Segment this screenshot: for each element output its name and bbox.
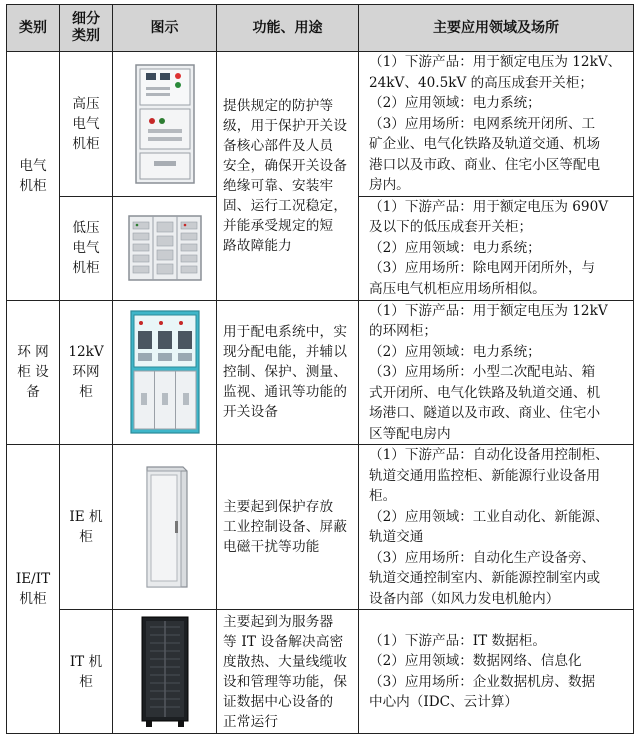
app-text: （1）下游产品：IT 数据柜。 xyxy=(369,632,546,649)
subcategory-text: 电气 xyxy=(72,240,100,256)
app-text: 高压电气机柜应用场所相似。 xyxy=(369,280,546,297)
image-cell xyxy=(113,52,217,197)
ie-cabinet-image xyxy=(139,463,191,591)
applications-cell xyxy=(359,610,634,734)
subcategory-text: 柜 xyxy=(79,384,93,401)
function-cell xyxy=(217,300,359,445)
app-text: （1）下游产品：自动化设备用控制柜、 xyxy=(369,447,609,463)
subcategory-cell xyxy=(60,196,113,300)
function-text: 级，用于保护开关设 xyxy=(223,117,348,134)
app-text: （3）应用场所：小型二次配电站、箱 xyxy=(369,364,596,380)
subcategory-text: IE 机 xyxy=(69,509,103,525)
header-function: 功能、用途 xyxy=(217,5,359,52)
app-text: 轨道交通 xyxy=(369,529,424,545)
function-text: 提供规定的防护等 xyxy=(223,97,334,114)
table-row xyxy=(7,300,634,445)
function-cell xyxy=(217,52,359,301)
app-text: 区等配电房内 xyxy=(369,425,451,442)
function-text: 开关设备 xyxy=(223,404,279,421)
it-server-rack-image xyxy=(136,615,194,729)
app-text: 轨道交通控制室内、新能源控制室内或 xyxy=(369,570,601,586)
function-text: 电磁干扰等功能 xyxy=(223,539,320,555)
category-text: 电气 xyxy=(19,157,47,174)
app-text: 设备内部（如风力发电机舱内） xyxy=(369,590,560,607)
app-text: （1）下游产品：用于额定电压为 690V xyxy=(369,198,609,215)
image-cell xyxy=(113,300,217,445)
applications-cell xyxy=(359,52,634,197)
subcategory-text: 环网 xyxy=(72,364,100,381)
function-cell xyxy=(217,610,359,734)
subcategory-text: 柜 xyxy=(79,529,93,545)
app-text: 柜。 xyxy=(369,488,397,504)
category-text: IE/IT xyxy=(15,571,51,587)
app-text: （3）应用场所：自动化生产设备旁、 xyxy=(369,549,596,566)
image-cell xyxy=(113,610,217,734)
function-text: 控制、保护、测量、 xyxy=(223,364,348,381)
category-cell xyxy=(7,52,60,301)
subcategory-text: 12kV xyxy=(68,344,104,361)
app-text: （2）应用领域：工业自动化、新能源、 xyxy=(369,508,609,525)
app-text: （1）下游产品：用于额定电压为 12kV xyxy=(369,302,608,319)
applications-cell xyxy=(359,196,634,300)
function-text: 安全，确保开关设备 xyxy=(223,157,348,174)
app-text: 的环网柜； xyxy=(369,323,437,339)
function-text: 绝缘可靠、安装牢 xyxy=(223,177,334,194)
subcategory-text: 柜 xyxy=(79,673,93,690)
app-text: 及以下的低压成套开关柜； xyxy=(369,219,533,236)
applications-cell xyxy=(359,445,634,610)
function-text: 现分配电能，并辅以 xyxy=(223,344,348,361)
function-text: 设和管理等功能，保 xyxy=(223,673,348,690)
image-cell xyxy=(113,196,217,300)
category-cell xyxy=(7,445,60,734)
subcategory-text: 电气 xyxy=(72,115,100,132)
app-text: 轨道交通用监控柜、新能源行业设备用 xyxy=(369,467,601,484)
function-cell xyxy=(217,445,359,610)
function-text: 路故障能力 xyxy=(223,237,292,254)
subcategory-text: 低压 xyxy=(72,220,100,236)
ring-main-unit-image xyxy=(129,309,201,435)
app-text: （2）应用领域：电力系统； xyxy=(369,343,541,360)
subcategory-cell xyxy=(60,300,113,445)
app-text: （3）应用场所：电网系统开闭所、工 xyxy=(369,115,596,132)
category-text: 柜 设 xyxy=(17,364,49,381)
app-text: （3）应用场所：除电网开闭所外，与 xyxy=(369,260,596,277)
low-voltage-cabinet-image xyxy=(127,214,203,282)
function-text: 证数据中心设备的 xyxy=(223,693,334,710)
header-category: 类别 xyxy=(7,5,60,52)
table-row xyxy=(7,52,634,197)
app-text: 中心内（IDC、云计算） xyxy=(369,694,519,710)
category-text: 环 网 xyxy=(17,344,49,361)
function-text: 度散热、大量线缆收 xyxy=(223,653,348,670)
subcategory-cell xyxy=(60,610,113,734)
high-voltage-cabinet-image xyxy=(134,63,196,185)
function-text: 监视、通讯等功能的 xyxy=(223,384,348,401)
function-text: 主要起到为服务器 xyxy=(223,613,334,630)
header-row xyxy=(7,5,634,52)
app-text: 港口以及市政、商业、住宅小区等配电 xyxy=(369,156,601,173)
function-text: 主要起到保护存放 xyxy=(223,499,334,515)
function-text: 正常运行 xyxy=(223,713,279,730)
applications-cell xyxy=(359,300,634,445)
app-text: （1）下游产品：用于额定电压为 12kV、 xyxy=(369,54,622,70)
app-text: （2）应用领域：电力系统； xyxy=(369,95,541,111)
product-table xyxy=(6,4,634,734)
header-subcategory xyxy=(60,5,113,52)
table-row xyxy=(7,445,634,610)
image-cell xyxy=(113,445,217,610)
subcategory-cell xyxy=(60,445,113,610)
header-image: 图示 xyxy=(113,5,217,52)
subcategory-cell xyxy=(60,52,113,197)
app-text: （2）应用领域：电力系统； xyxy=(369,239,541,256)
category-text: 机柜 xyxy=(19,177,47,194)
subcategory-text: 机柜 xyxy=(72,135,100,152)
category-text: 机柜 xyxy=(19,591,47,607)
app-text: 房内。 xyxy=(369,177,410,193)
subcategory-text: 高压 xyxy=(72,95,100,112)
table-row xyxy=(7,610,634,734)
app-text: 场港口、隧道以及市政、商业、住宅小 xyxy=(369,405,601,421)
app-text: 矿企业、电气化铁路及轨道交通、机场 xyxy=(369,136,601,152)
app-text: （3）应用场所：企业数据机房、数据 xyxy=(369,673,596,690)
header-subcategory-line1: 细分 xyxy=(72,11,100,27)
category-text: 备 xyxy=(26,384,40,401)
function-text: 备核心部件及人员 xyxy=(223,137,334,154)
subcategory-text: 机柜 xyxy=(72,260,100,276)
app-text: 式开闭所、电气化铁路及轨道交通、机 xyxy=(369,384,601,401)
function-text: 工业控制设备、屏蔽 xyxy=(223,519,348,535)
function-text: 等 IT 设备解决高密 xyxy=(223,633,344,650)
subcategory-text: IT 机 xyxy=(69,653,103,670)
app-text: 24kV、40.5kV 的高压成套开关柜； xyxy=(369,74,593,91)
function-text: 并能承受规定的短 xyxy=(223,217,334,234)
function-text: 固、运行工况稳定， xyxy=(223,197,348,214)
header-subcategory-line2: 类别 xyxy=(72,28,100,44)
header-applications: 主要应用领域及场所 xyxy=(359,5,634,52)
function-text: 用于配电系统中，实 xyxy=(223,324,348,341)
category-cell xyxy=(7,300,60,445)
app-text: （2）应用领域：数据网络、信息化 xyxy=(369,653,582,669)
